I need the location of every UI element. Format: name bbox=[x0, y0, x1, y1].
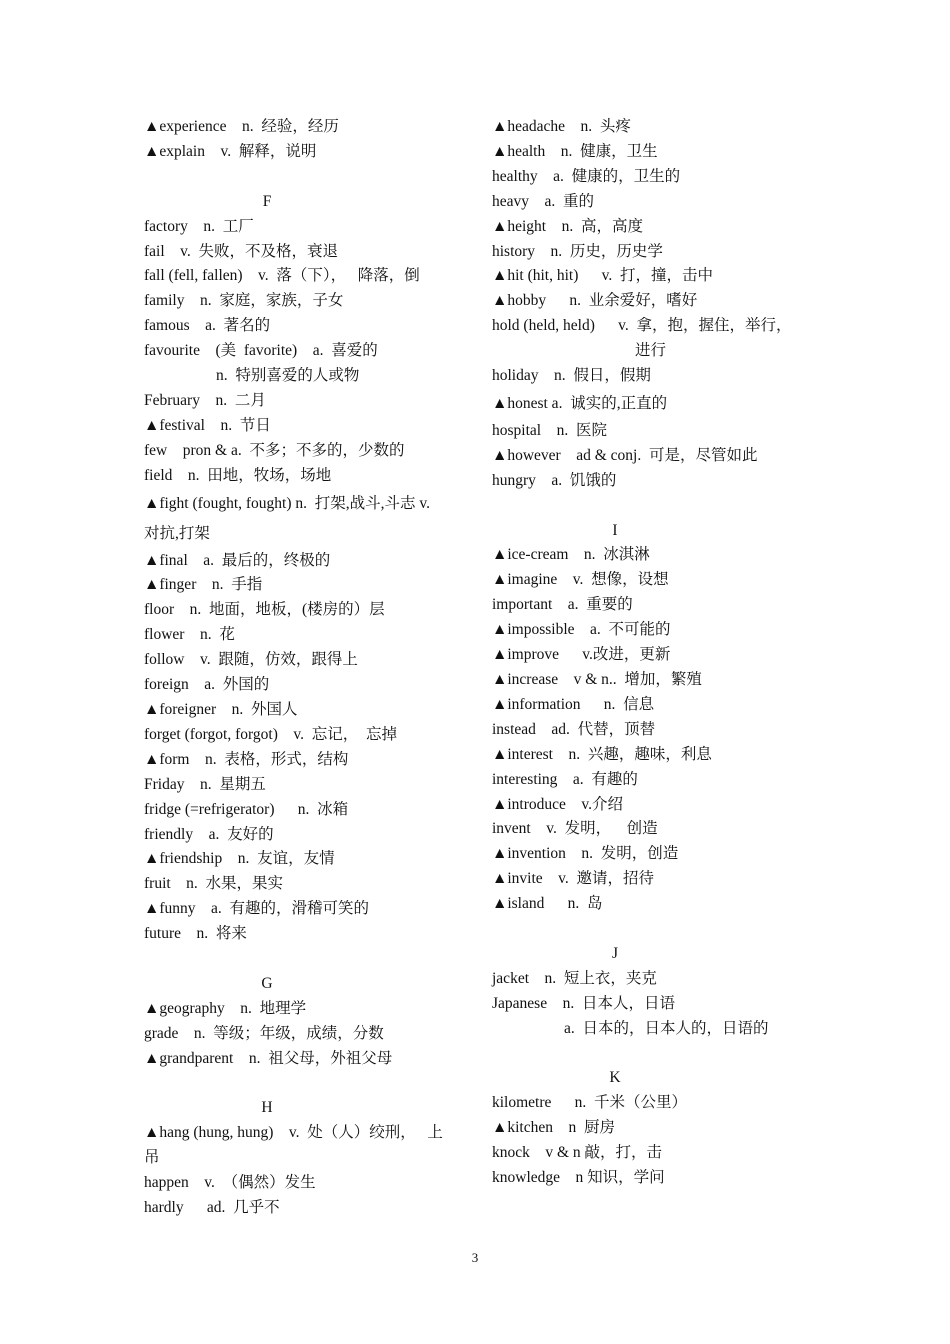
vocab-entry: a. 日本的，日本人的，日语的 bbox=[564, 1019, 769, 1037]
vocab-entry: ▲hit (hit, hit) v. 打，撞，击中 bbox=[492, 267, 713, 285]
vocab-entry: ▲invite v. 邀请，招待 bbox=[492, 870, 655, 888]
spacer bbox=[144, 1072, 474, 1097]
vocab-entry: ▲geography n. 地理学 bbox=[144, 999, 307, 1017]
vocab-entry: ▲invention n. 发明，创造 bbox=[492, 845, 679, 863]
vocab-entry: ▲fight (fought, fought) n. 打架,战斗,斗志 v. bbox=[144, 494, 430, 512]
section-letter: H bbox=[261, 1099, 273, 1117]
vocab-entry: happen v. （偶然）发生 bbox=[144, 1174, 316, 1192]
vocab-entry: grade n. 等级；年级，成绩，分数 bbox=[144, 1024, 384, 1042]
vocab-entry: foreign a. 外国的 bbox=[144, 676, 270, 694]
vocab-entry: ▲form n. 表格，形式，结构 bbox=[144, 750, 349, 768]
vocab-entry: favourite (美 favorite) a. 喜爱的 bbox=[144, 342, 378, 360]
vocab-entry: ▲headache n. 头疼 bbox=[492, 118, 631, 135]
vocab-entry: invent v. 发明， 创造 bbox=[492, 820, 658, 838]
vocab-entry: ▲information n. 信息 bbox=[492, 695, 655, 713]
vocab-entry: ▲improve v.改进，更新 bbox=[492, 646, 671, 664]
vocab-entry: ▲hang (hung, hung) v. 处（人）绞刑， 上 bbox=[144, 1124, 443, 1142]
vocab-entry: healthy a. 健康的，卫生的 bbox=[492, 167, 681, 185]
vocab-entry: heavy a. 重的 bbox=[492, 192, 595, 210]
vocab-entry: knowledge n 知识，学问 bbox=[492, 1169, 665, 1187]
vocab-entry: ▲explain v. 解释，说明 bbox=[144, 142, 317, 160]
vocab-entry: jacket n. 短上衣，夹克 bbox=[492, 969, 657, 987]
vocab-entry: ▲however ad & conj. 可是，尽管如此 bbox=[492, 446, 758, 464]
vocab-entry: ▲imagine v. 想像，设想 bbox=[492, 571, 669, 589]
vocab-entry: 吊 bbox=[144, 1149, 160, 1167]
vocab-entry: friendly a. 友好的 bbox=[144, 825, 274, 843]
vocab-entry: February n. 二月 bbox=[144, 391, 266, 409]
vocab-entry: ▲honest a. 诚实的,正直的 bbox=[492, 394, 668, 412]
vocab-entry: ▲foreigner n. 外国人 bbox=[144, 701, 298, 719]
section-letter: K bbox=[609, 1069, 621, 1087]
right-column bbox=[492, 115, 822, 1191]
vocab-entry: flower n. 花 bbox=[144, 626, 235, 644]
vocab-entry: ▲island n. 岛 bbox=[492, 895, 603, 913]
vocab-entry: ▲height n. 高，高度 bbox=[492, 217, 643, 235]
vocab-entry: ▲introduce v.介绍 bbox=[492, 795, 623, 813]
section-letter: J bbox=[611, 944, 619, 962]
vocab-entry: history n. 历史，历史学 bbox=[492, 242, 663, 260]
spacer bbox=[492, 494, 822, 519]
vocab-entry: ▲impossible a. 不可能的 bbox=[492, 621, 671, 639]
vocab-entry: 对抗,打架 bbox=[144, 524, 210, 542]
vocab-entry: ▲ice-cream n. 冰淇淋 bbox=[492, 546, 650, 564]
vocab-entry: hardly ad. 几乎不 bbox=[144, 1199, 280, 1217]
vocab-entry: hungry a. 饥饿的 bbox=[492, 471, 617, 489]
vocab-entry: Japanese n. 日本人，日语 bbox=[492, 994, 675, 1012]
vocab-entry: knock v & n 敲，打，击 bbox=[492, 1144, 663, 1162]
vocab-entry: ▲hobby n. 业余爱好，嗜好 bbox=[492, 292, 698, 310]
vocab-entry: field n. 田地，牧场，场地 bbox=[144, 466, 332, 484]
section-letter: F bbox=[262, 192, 272, 210]
vocab-entry: family n. 家庭，家族，子女 bbox=[144, 292, 344, 310]
vocab-entry: fruit n. 水果，果实 bbox=[144, 875, 284, 893]
vocab-entry: ▲kitchen n 厨房 bbox=[492, 1119, 615, 1137]
vocab-entry: fail v. 失败，不及格，衰退 bbox=[144, 242, 339, 260]
vocab-entry: factory n. 工厂 bbox=[144, 217, 254, 235]
vocab-entry: forget (forgot, forgot) v. 忘记， 忘掉 bbox=[144, 725, 397, 743]
vocab-entry: important a. 重要的 bbox=[492, 596, 633, 614]
vocab-entry: hospital n. 医院 bbox=[492, 421, 607, 439]
vocab-entry: ▲friendship n. 友谊，友情 bbox=[144, 850, 335, 868]
vocab-entry: fall (fell, fallen) v. 落（下）， 降落，倒 bbox=[144, 267, 420, 285]
spacer bbox=[144, 165, 474, 190]
vocab-entry: ▲interest n. 兴趣，趣味，利息 bbox=[492, 745, 712, 763]
vocab-entry: ▲finger n. 手指 bbox=[144, 576, 263, 594]
spacer bbox=[492, 917, 822, 942]
vocab-entry: holiday n. 假日，假期 bbox=[492, 367, 651, 385]
page-number: 3 bbox=[471, 1250, 479, 1265]
vocab-entry: ▲funny a. 有趣的，滑稽可笑的 bbox=[144, 900, 370, 918]
vocab-entry: ▲grandparent n. 祖父母，外祖父母 bbox=[144, 1049, 393, 1067]
vocab-entry: instead ad. 代替，顶替 bbox=[492, 720, 656, 738]
vocab-entry: ▲increase v & n.. 增加，繁殖 bbox=[492, 671, 702, 689]
vocab-entry: fridge (=refrigerator) n. 冰箱 bbox=[144, 800, 349, 818]
vocab-entry: kilometre n. 千米（公里） bbox=[492, 1094, 688, 1112]
section-letter: I bbox=[612, 521, 618, 539]
vocab-entry: hold (held, held) v. 拿，抱，握住，举行， bbox=[492, 317, 792, 335]
vocab-entry: ▲experience n. 经验，经历 bbox=[144, 118, 339, 135]
vocab-entry: interesting a. 有趣的 bbox=[492, 770, 638, 788]
vocab-entry: ▲health n. 健康，卫生 bbox=[492, 142, 658, 160]
spacer bbox=[144, 947, 474, 972]
section-letter: G bbox=[261, 974, 273, 992]
left-column bbox=[144, 115, 474, 1221]
vocab-entry: Friday n. 星期五 bbox=[144, 775, 266, 793]
vocab-entry: n. 特别喜爱的人或物 bbox=[216, 367, 360, 385]
vocab-entry: 进行 bbox=[635, 342, 667, 360]
vocab-entry: future n. 将来 bbox=[144, 925, 247, 943]
vocab-entry: floor n. 地面，地板，(楼房的）层 bbox=[144, 601, 385, 619]
vocab-entry: famous a. 著名的 bbox=[144, 317, 271, 335]
vocab-entry: ▲festival n. 节日 bbox=[144, 416, 271, 434]
vocab-entry: few pron & a. 不多；不多的，少数的 bbox=[144, 441, 405, 459]
spacer bbox=[492, 1042, 822, 1067]
vocab-entry: follow v. 跟随，仿效，跟得上 bbox=[144, 651, 358, 669]
vocab-entry: ▲final a. 最后的，终极的 bbox=[144, 551, 331, 569]
